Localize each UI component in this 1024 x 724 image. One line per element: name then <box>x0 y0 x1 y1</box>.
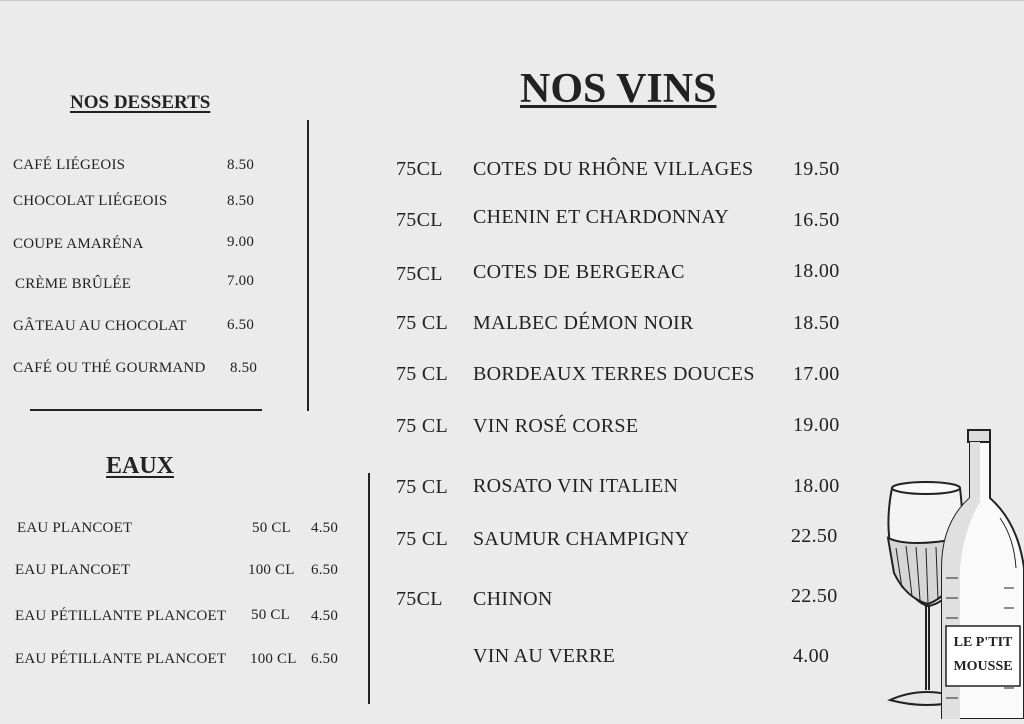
vin-price: 16.50 <box>793 209 840 231</box>
desserts-divider <box>30 409 262 411</box>
eau-size: 100 CL <box>248 562 295 578</box>
wine-glass-bottle-icon <box>880 428 1024 719</box>
eaux-title: EAUX <box>106 453 175 479</box>
dessert-price: 8.50 <box>227 157 255 173</box>
vin-name: CHENIN ET CHARDONNAY <box>473 206 730 228</box>
dessert-price: 8.50 <box>230 360 258 376</box>
vin-size: 75CL <box>396 209 443 231</box>
eau-name: EAU PLANCOET <box>17 520 133 536</box>
vin-name: MALBEC DÉMON NOIR <box>473 312 694 334</box>
eau-price: 6.50 <box>311 562 339 578</box>
vin-price: 19.50 <box>793 158 840 180</box>
vin-name: VIN AU VERRE <box>473 645 616 667</box>
eaux-vertical-divider <box>368 473 370 704</box>
vin-price: 19.00 <box>793 414 840 436</box>
vin-name: CHINON <box>473 588 553 610</box>
vin-size: 75CL <box>396 588 443 610</box>
vin-price: 18.00 <box>793 475 840 497</box>
dessert-name: COUPE AMARÉNA <box>13 236 144 252</box>
top-border <box>0 0 1024 1</box>
eau-price: 4.50 <box>311 520 339 536</box>
vin-name: COTES DU RHÔNE VILLAGES <box>473 158 754 180</box>
dessert-price: 7.00 <box>227 273 255 289</box>
vin-price: 22.50 <box>791 585 838 607</box>
vin-name: COTES DE BERGERAC <box>473 261 685 283</box>
eau-name: EAU PÉTILLANTE PLANCOET <box>15 608 227 624</box>
dessert-name: CAFÉ LIÉGEOIS <box>13 157 126 173</box>
dessert-price: 6.50 <box>227 317 255 333</box>
eau-price: 4.50 <box>311 608 339 624</box>
bottle-label-line2: MOUSSE <box>953 659 1013 674</box>
dessert-name: GÂTEAU AU CHOCOLAT <box>13 318 187 334</box>
dessert-price: 8.50 <box>227 193 255 209</box>
bottle-label-line1: LE P'TIT <box>953 635 1013 650</box>
vin-price: 4.00 <box>793 645 830 667</box>
vin-size: 75CL <box>396 263 443 285</box>
dessert-name: CRÈME BRÛLÉE <box>15 276 132 292</box>
dessert-name: CHOCOLAT LIÉGEOIS <box>13 193 168 209</box>
vin-size: 75 CL <box>396 363 449 385</box>
dessert-name: CAFÉ OU THÉ GOURMAND <box>13 360 206 376</box>
eau-size: 50 CL <box>252 520 291 536</box>
eau-price: 6.50 <box>311 651 339 667</box>
vins-title: NOS VINS <box>520 66 717 112</box>
eau-size: 50 CL <box>251 607 290 623</box>
vin-name: ROSATO VIN ITALIEN <box>473 475 679 497</box>
vin-size: 75 CL <box>396 528 449 550</box>
desserts-vertical-divider <box>307 120 309 411</box>
vin-name: SAUMUR CHAMPIGNY <box>473 528 690 550</box>
vin-name: BORDEAUX TERRES DOUCES <box>473 363 755 385</box>
vin-size: 75CL <box>396 158 443 180</box>
eau-name: EAU PÉTILLANTE PLANCOET <box>15 651 227 667</box>
vin-size: 75 CL <box>396 312 449 334</box>
vin-price: 17.00 <box>793 363 840 385</box>
eau-size: 100 CL <box>250 651 297 667</box>
vin-price: 22.50 <box>791 525 838 547</box>
vin-size: 75 CL <box>396 476 449 498</box>
vin-price: 18.00 <box>793 260 840 282</box>
vin-size: 75 CL <box>396 415 449 437</box>
desserts-title: NOS DESSERTS <box>70 92 211 113</box>
dessert-price: 9.00 <box>227 234 255 250</box>
vin-price: 18.50 <box>793 312 840 334</box>
eau-name: EAU PLANCOET <box>15 562 131 578</box>
vin-name: VIN ROSÉ CORSE <box>473 415 639 437</box>
wine-illustration <box>880 428 1024 719</box>
